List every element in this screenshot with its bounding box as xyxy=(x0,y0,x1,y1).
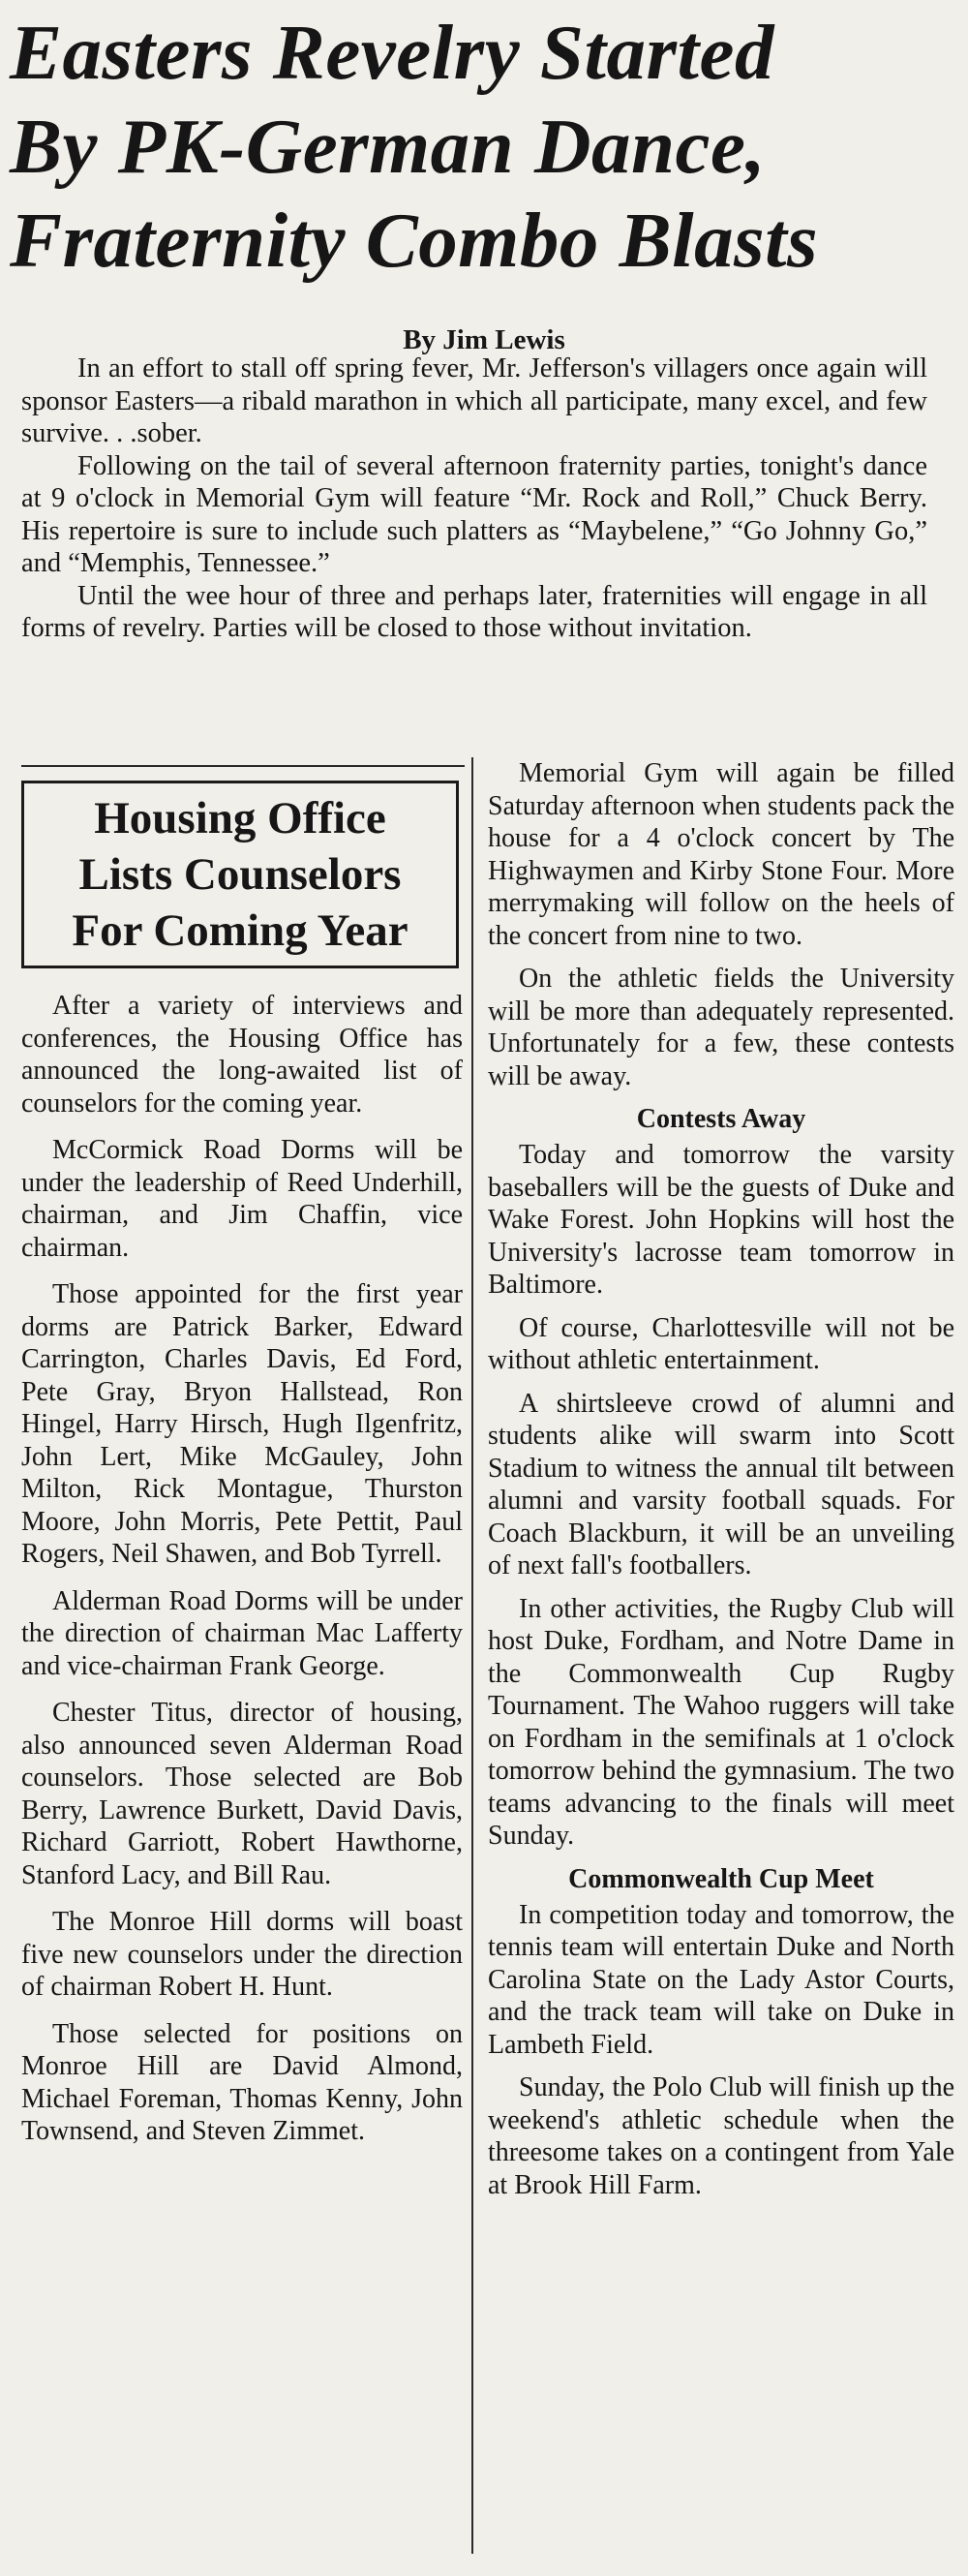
housing-paragraph-6: The Monroe Hill dorms will boast five new counselors under the direction of chairman Robert H. Hunt. xyxy=(21,1907,463,2002)
headline-line-1: Easters Revelry Started xyxy=(10,9,774,96)
subhead-contests-away: Contests Away xyxy=(636,1104,806,1134)
contests-paragraph-4: In other activities, the Rugby Club will host Duke, Fordham, and Notre Dame in the Commonwealth Cup Rugby Tournament. The Wahoo ruggers will take on Fordham in the semifinals at 1 o'clock tomorrow behind the gymnasium. The two teams advancing to the finals will meet Sunday. xyxy=(488,1593,954,1851)
main-headline xyxy=(10,6,953,288)
housing-paragraph-4: Alderman Road Dorms will be under the direction of chairman Mac Lafferty and vice-chairman Frank George. xyxy=(21,1585,463,1681)
headline-line-3: Fraternity Combo Blasts xyxy=(10,197,819,284)
housing-article xyxy=(21,990,463,2162)
byline: By Jim Lewis xyxy=(403,324,565,355)
housing-paragraph-1: After a variety of interviews and conferences, the Housing Office has announced the long-awaited list of counselors for the coming year. xyxy=(21,991,463,1119)
housing-paragraph-2: McCormick Road Dorms will be under the leadership of Reed Underhill, chairman, and Jim Chaffin, vice chairman. xyxy=(21,1135,463,1263)
lead-paragraph-1: In an effort to stall off spring fever, Mr. Jefferson's villagers once again will sponsor Easters—a ribald marathon in which all participate, many excel, and few survive. . .sober. xyxy=(21,353,927,448)
housing-headline-box xyxy=(21,781,459,968)
housing-paragraph-7: Those selected for positions on Monroe Hill are David Almond, Michael Foreman, Thomas Kenny, John Townsend, and Steven Zimmet. xyxy=(21,2018,463,2146)
divider-rule xyxy=(21,765,465,767)
housing-headline-line-3: For Coming Year xyxy=(72,905,408,956)
continued-paragraph-2: On the athletic fields the University will be more than adequately represented. Unfortunately for a few, these contests will be away. xyxy=(488,964,954,1091)
contests-paragraph-3: A shirtsleeve crowd of alumni and students alike will swarm into Scott Stadium to witness the annual tilt between alumni and varsity football squads. For Coach Blackburn, it will be an unveiling of next fall's footballers. xyxy=(488,1388,954,1580)
column-rule xyxy=(471,757,473,2554)
housing-headline-line-2: Lists Counselors xyxy=(78,849,402,900)
subhead-commonwealth-cup: Commonwealth Cup Meet xyxy=(568,1863,874,1894)
continued-paragraph-1: Memorial Gym will again be filled Saturday afternoon when students pack the house for a 4 o'clock concert by The Highwaymen and Kirby Stone Four. More merrymaking will follow on the heels of the concert from nine to two. xyxy=(488,758,954,951)
housing-paragraph-3: Those appointed for the first year dorms are Patrick Barker, Edward Carrington, Charles Davis, Ed Ford, Pete Gray, Bryon Hallstead, Ron Hingel, Harry Hirsch, Hugh Ilgenfritz, John Lert, Mike McGauley, John Milton, Rick Montague, Thurston Moore, John Morris, Pete Pettit, Paul Rogers, Neil Shawen, and Bob Tyrrell. xyxy=(21,1279,463,1569)
contests-paragraph-1: Today and tomorrow the varsity baseballers will be the guests of Duke and Wake Forest. John Hopkins will host the University's lacrosse team tomorrow in Baltimore. xyxy=(488,1140,954,1300)
lead-text xyxy=(21,353,927,645)
cup-paragraph-1: In competition today and tomorrow, the tennis team will entertain Duke and North Carolina State on the Lady Astor Courts, and the track team will take on Duke in Lambeth Field. xyxy=(488,1899,954,2060)
housing-headline-line-1: Housing Office xyxy=(94,793,386,843)
headline-line-2: By PK-German Dance, xyxy=(10,103,767,190)
housing-paragraph-5: Chester Titus, director of housing, also announced seven Alderman Road counselors. Those selected are Bob Berry, Lawrence Burkett, David Davis, Richard Garriott, Robert Hawthorne, Stanford Lacy, and Bill Rau. xyxy=(21,1698,463,1890)
lead-paragraph-3: Until the wee hour of three and perhaps later, fraternities will engage in all forms of revelry. Parties will be closed to those without invitation. xyxy=(21,580,927,643)
contests-paragraph-2: Of course, Charlottesville will not be without athletic entertainment. xyxy=(488,1312,954,1375)
cup-paragraph-2: Sunday, the Polo Club will finish up the weekend's athletic schedule when the threesome takes on a contingent from Yale at Brook Hill Farm. xyxy=(488,2072,954,2200)
easters-continued xyxy=(488,757,954,2212)
lead-paragraph-2: Following on the tail of several afternoon fraternity parties, tonight's dance at 9 o'clock in Memorial Gym will feature “Mr. Rock and Roll,” Chuck Berry. His repertoire is sure to include such platters as “Maybelene,” “Go Johnny Go,” and “Memphis, Tennessee.” xyxy=(21,450,927,578)
